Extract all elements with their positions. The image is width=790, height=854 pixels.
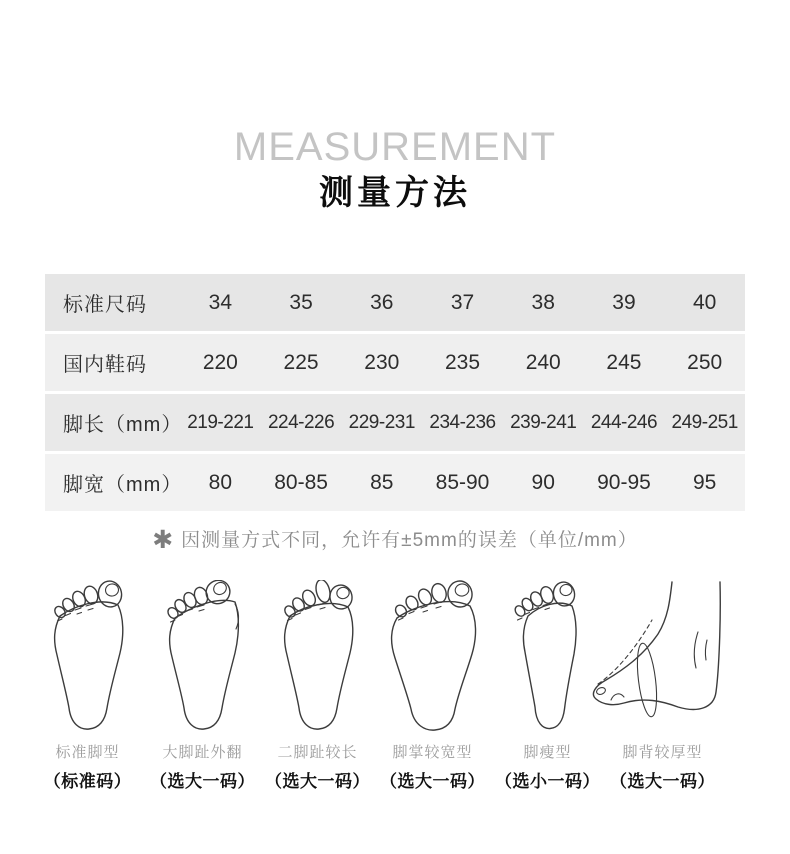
foot-type-item-long-second-toe — [260, 580, 375, 792]
table-cell: 37 — [450, 290, 475, 314]
foot-type-name: 脚瘦型 — [523, 744, 572, 761]
foot-type-advice: （选大一码） — [150, 772, 255, 791]
thick-instep-foot-icon — [605, 580, 720, 732]
table-row-foot-length — [45, 394, 745, 451]
big-toe-valgus-foot-icon — [145, 580, 260, 732]
table-cell: 235 — [444, 350, 481, 374]
foot-type-name: 大脚趾外翻 — [162, 744, 243, 761]
table-cell: 249-251 — [671, 411, 738, 433]
tolerance-note-text: 因测量方式不同，允许有±5mm的误差（单位/mm） — [181, 530, 638, 551]
table-row-domestic-size — [45, 334, 745, 391]
foot-type-advice: （选大一码） — [380, 772, 485, 791]
table-cell: 224-226 — [267, 411, 335, 433]
page-subtitle: 测量方法 — [319, 174, 471, 212]
wide-sole-foot-icon — [375, 580, 490, 732]
foot-type-item-standard — [30, 580, 145, 792]
long-second-toe-foot-icon — [260, 580, 375, 732]
size-table — [45, 274, 745, 511]
table-cell: 36 — [370, 290, 394, 314]
foot-type-advice: （选小一码） — [495, 772, 600, 791]
table-cell: 239-241 — [510, 411, 577, 433]
table-cell: 39 — [612, 290, 636, 314]
table-cell: 245 — [606, 350, 642, 374]
table-cell: 250 — [687, 350, 723, 374]
row-label: 标准尺码 — [63, 294, 147, 316]
table-cell: 90 — [531, 470, 555, 494]
table-cell: 240 — [525, 350, 561, 374]
standard-foot-icon — [30, 580, 145, 732]
table-cell: 220 — [202, 350, 238, 374]
table-cell: 244-246 — [590, 411, 658, 433]
foot-type-item-wide-sole — [375, 580, 490, 792]
foot-type-guide — [30, 580, 765, 792]
table-row-foot-width — [45, 454, 745, 511]
foot-type-name: 标准脚型 — [55, 744, 120, 761]
table-cell: 38 — [531, 290, 555, 314]
page-title: MEASUREMENT — [233, 125, 557, 169]
table-cell: 229-231 — [348, 411, 415, 433]
row-label: 脚长（mm） — [63, 414, 183, 436]
row-label: 国内鞋码 — [63, 354, 147, 376]
table-cell: 230 — [364, 350, 400, 374]
table-cell: 80 — [208, 470, 233, 494]
table-cell: 90-95 — [597, 470, 651, 494]
table-cell: 80-85 — [274, 470, 328, 494]
table-cell: 35 — [289, 290, 313, 314]
row-label: 脚宽（mm） — [63, 474, 183, 496]
table-cell: 34 — [208, 290, 233, 314]
foot-type-advice: （选大一码） — [265, 772, 370, 791]
table-cell: 85-90 — [435, 470, 490, 494]
foot-type-name: 二脚趾较长 — [277, 744, 358, 761]
table-cell: 40 — [692, 290, 717, 314]
size-guide-page — [0, 126, 790, 854]
table-cell: 85 — [370, 470, 394, 494]
table-cell: 234-236 — [429, 411, 496, 433]
foot-type-advice: （标准码） — [43, 772, 132, 791]
foot-type-name: 脚掌较宽型 — [392, 744, 473, 761]
table-cell: 219-221 — [187, 411, 254, 433]
foot-type-item-thick-instep — [605, 580, 720, 792]
foot-type-advice: （选大一码） — [610, 772, 715, 791]
asterisk-icon: ✱ — [152, 526, 175, 554]
foot-type-item-big-toe-valgus — [145, 580, 260, 792]
table-cell: 95 — [692, 470, 717, 494]
table-row-standard-size — [45, 274, 745, 331]
table-cell: 225 — [283, 350, 319, 374]
tolerance-note — [0, 527, 790, 554]
foot-type-name: 脚背较厚型 — [622, 744, 703, 761]
